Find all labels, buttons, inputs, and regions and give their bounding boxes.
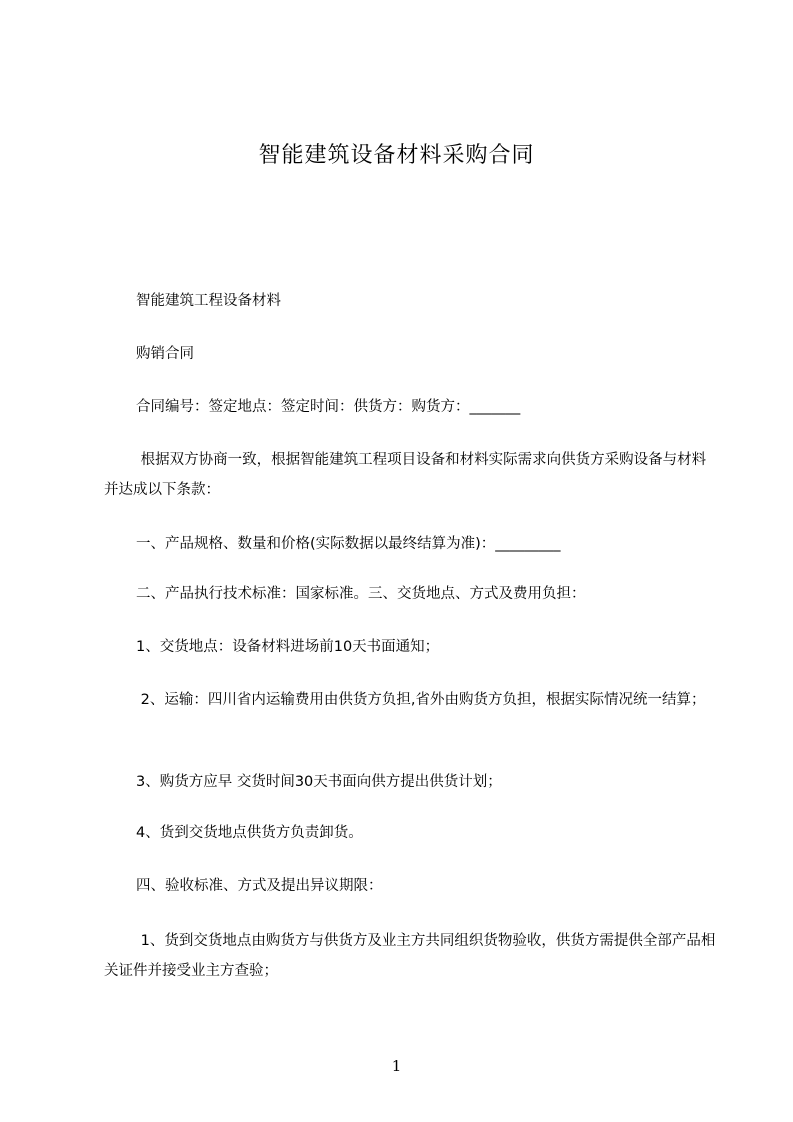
paragraph-transport: 2、运输：四川省内运输费用由供货方负担,省外由购货方负担，根据实际情况统一结算； xyxy=(136,692,706,708)
paragraph-delivery-location: 1、交货地点：设备材料进场前10天书面通知； xyxy=(136,639,440,655)
paragraph-contract-type: 购销合同 xyxy=(136,346,194,362)
paragraph-project-name: 智能建筑工程设备材料 xyxy=(136,293,281,309)
document-title: 智能建筑设备材料采购合同 xyxy=(258,143,535,168)
paragraph-unloading: 4、货到交货地点供货方负责卸货。 xyxy=(136,825,363,841)
paragraph-section-1: 一、产品规格、数量和价格(实际数据以最终结算为准)：_________ xyxy=(136,536,561,552)
paragraph-section-2-3: 二、产品执行技术标准：国家标准。三、交货地点、方式及费用负担： xyxy=(136,586,586,602)
paragraph-inspection: 1、货到交货地点由购货方与供货方及业主方共同组织货物验收，供货方需提供全部产品相关证件并接受业主方查验； xyxy=(104,933,716,979)
page-number: 1 xyxy=(391,1057,402,1075)
paragraph-contract-info: 合同编号：签定地点：签定时间：供货方：购货方：_______ xyxy=(136,399,521,415)
paragraph-section-4: 四、验收标准、方式及提出异议期限： xyxy=(136,878,383,894)
paragraph-supply-plan: 3、购货方应早 交货时间30天书面向供方提出供货计划； xyxy=(136,774,502,790)
paragraph-preamble: 根据双方协商一致，根据智能建筑工程项目设备和材料实际需求向供货方采购设备与材料并达成以下条款： xyxy=(104,452,707,498)
